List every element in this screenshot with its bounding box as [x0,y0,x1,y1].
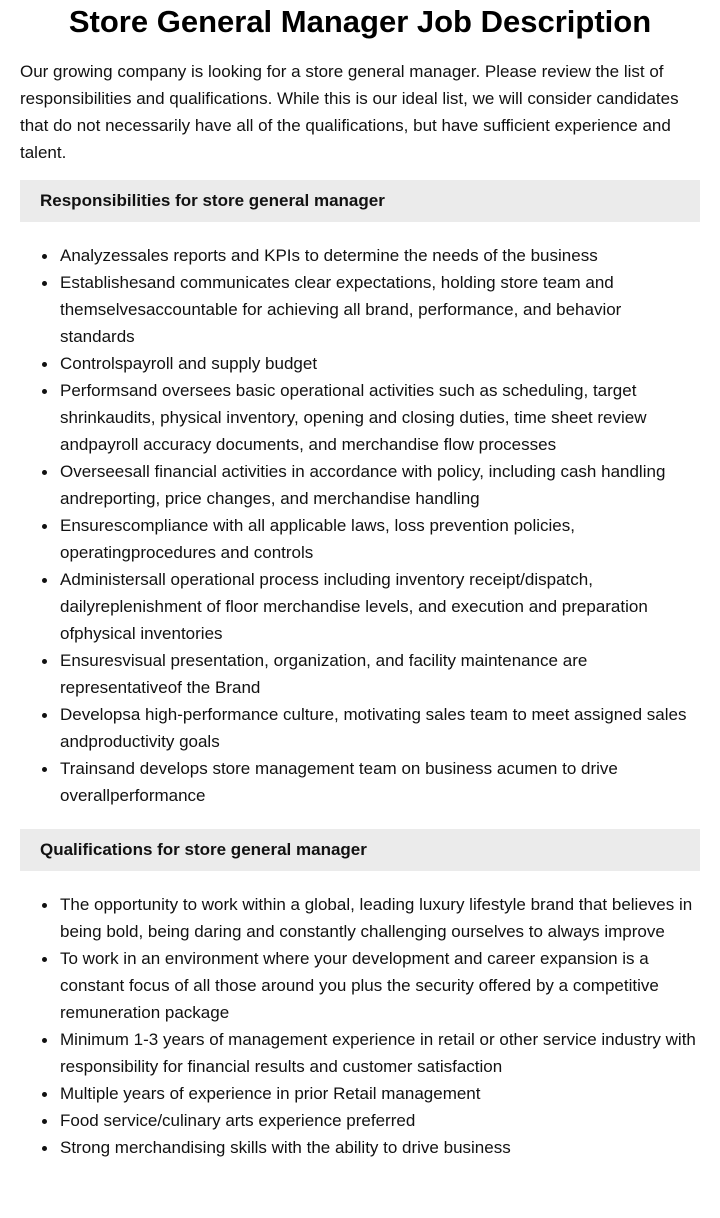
list-item: Performsand oversees basic operational activities such as scheduling, target shrinkaudits, physical inventory, opening and closing duties, time sheet review andpayroll accuracy documents, and merchandise flow processes [20,377,700,458]
bullet-icon [42,903,47,908]
page-title: Store General Manager Job Description [68,4,652,39]
bullet-icon [42,1038,47,1043]
bullet-icon [42,578,47,583]
bullet-icon [42,281,47,286]
responsibilities-header: Responsibilities for store general manager [20,180,700,222]
list-item: Administersall operational process including inventory receipt/dispatch, dailyreplenishment of floor merchandise levels, and execution and preparation ofphysical inventories [20,566,700,647]
bullet-icon [42,1119,47,1124]
intro-paragraph: Our growing company is looking for a store general manager. Please review the list of responsibilities and qualifications. While this is our ideal list, we will consider candidates that do not necessarily have all of the qualifications, but have sufficient experience and talent. [20,62,679,162]
list-item: Food service/culinary arts experience preferred [20,1107,700,1134]
bullet-icon [42,1092,47,1097]
list-item: Trainsand develops store management team on business acumen to drive overallperformance [20,755,700,809]
bullet-icon [42,957,47,962]
list-item: Analyzessales reports and KPIs to determine the needs of the business [20,242,700,269]
list-item: Multiple years of experience in prior Retail management [20,1080,700,1107]
bullet-icon [42,713,47,718]
list-item: Establishesand communicates clear expectations, holding store team and themselvesaccountable for achieving all brand, performance, and behavior standards [20,269,700,350]
responsibilities-list [20,222,700,809]
list-item: Overseesall financial activities in accordance with policy, including cash handling andreporting, price changes, and merchandise handling [20,458,700,512]
list-item: Ensuresvisual presentation, organization, and facility maintenance are representativeof the Brand [20,647,700,701]
list-item: Ensurescompliance with all applicable laws, loss prevention policies, operatingprocedures and controls [20,512,700,566]
bullet-icon [42,470,47,475]
qualifications-list [20,871,700,1161]
bullet-icon [42,1146,47,1151]
bullet-icon [42,362,47,367]
qualifications-header: Qualifications for store general manager [20,829,700,871]
list-item: Strong merchandising skills with the ability to drive business [20,1134,700,1161]
bullet-icon [42,659,47,664]
bullet-icon [42,767,47,772]
list-item: The opportunity to work within a global, leading luxury lifestyle brand that believes in being bold, being daring and constantly challenging ourselves to always improve [20,891,700,945]
bullet-icon [42,254,47,259]
list-item: Developsa high-performance culture, motivating sales team to meet assigned sales andproductivity goals [20,701,700,755]
bullet-icon [42,389,47,394]
list-item: Minimum 1-3 years of management experience in retail or other service industry with responsibility for financial results and customer satisfaction [20,1026,700,1080]
list-item: Controlspayroll and supply budget [20,350,700,377]
list-item: To work in an environment where your development and career expansion is a constant focus of all those around you plus the security offered by a competitive remuneration package [20,945,700,1026]
bullet-icon [42,524,47,529]
